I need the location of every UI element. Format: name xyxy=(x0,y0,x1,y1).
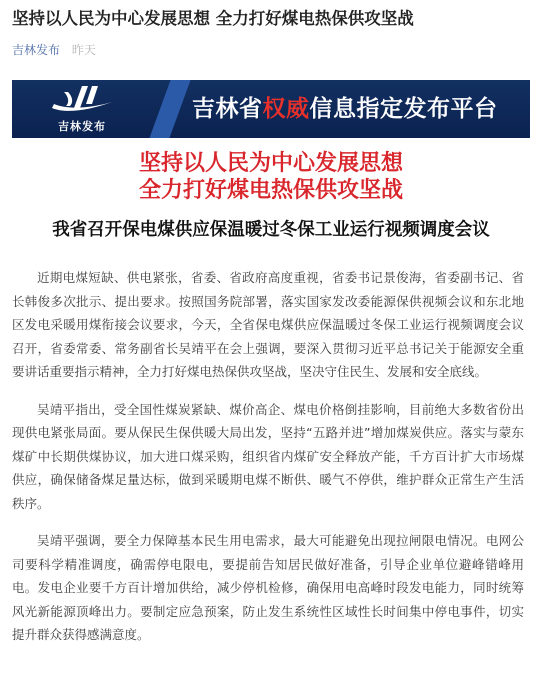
article-title: 坚持以人民为中心发展思想 全力打好煤电热保供攻坚战 xyxy=(12,9,414,28)
paragraph: 吴靖平指出，受全国性煤炭紧缺、煤价高企、煤电价格倒挂影响，目前绝大多数省份出现供电紧张局面。要从保民生保供暖大局出发，坚持“五路并进”增加煤炭供应。落实与蒙东煤矿中长期供煤协议，加大进口煤采购，组织省内煤矿安全释放产能，千方百计扩大市场煤供应，确保储备煤足量达标，做到采暖期电煤不断供、暖气不停供，维护群众正常生产生活秩序。 xyxy=(12,401,524,511)
article-meta xyxy=(0,30,542,58)
jilin-fabu-logo xyxy=(42,84,122,136)
paragraph: 吴靖平强调，要全力保障基本民生用电需求，最大可能避免出现拉闸限电情况。电网公司要科学精准调度，确需停电限电，要提前告知居民做好准备，引导企业单位避峰错峰用电。发电企业要千方百计增加供给，减少停机检修，确保用电高峰时段发电能力，同时统筹风光新能源顶峰出力。要制定应急预案，防止发生系统性区域性长时间集中停电事件，切实提升群众获得感满意度。 xyxy=(12,533,524,642)
slogan-prefix: 吉林省 xyxy=(192,96,263,122)
publish-time: 昨天 xyxy=(71,43,96,57)
paragraph: 近期电煤短缺、供电紧张，省委、省政府高度重视，省委书记景俊海，省委副书记、省长韩俊多次批示、提出要求。按照国务院部署，落实国家发改委能源保供视频会议和东北地区发电采暖用煤衔接会议要求，今天，全省保电煤供应保温暖过冬保工业运行视频调度会议召开，省委常委、常务副省长吴靖平在会上强调，要深入贯彻习近平总书记关于能源安全重要讲话重要指示精神，全力打好煤电热保供攻坚战，坚决守住民生、发展和安全底线。 xyxy=(12,270,524,379)
sub-headline: 我省召开保电煤供应保温暖过冬保工业运行视频调度会议 xyxy=(52,220,490,240)
headline-line-1: 坚持以人民为中心发展思想 xyxy=(138,150,403,176)
article-body xyxy=(0,242,542,647)
logo-text: 吉林发布 xyxy=(58,120,106,133)
red-headline xyxy=(0,150,542,204)
source-account-link[interactable]: 吉林发布 xyxy=(12,43,61,57)
banner-slogan xyxy=(192,93,498,125)
slogan-highlight: 权威 xyxy=(262,96,310,122)
headline-line-2: 全力打好煤电热保供攻坚战 xyxy=(138,177,403,203)
banner-stripe xyxy=(149,80,190,138)
slogan-suffix: 信息指定发布平台 xyxy=(309,96,498,122)
jl-swoosh-logo-icon xyxy=(48,84,116,118)
platform-banner xyxy=(12,80,530,138)
